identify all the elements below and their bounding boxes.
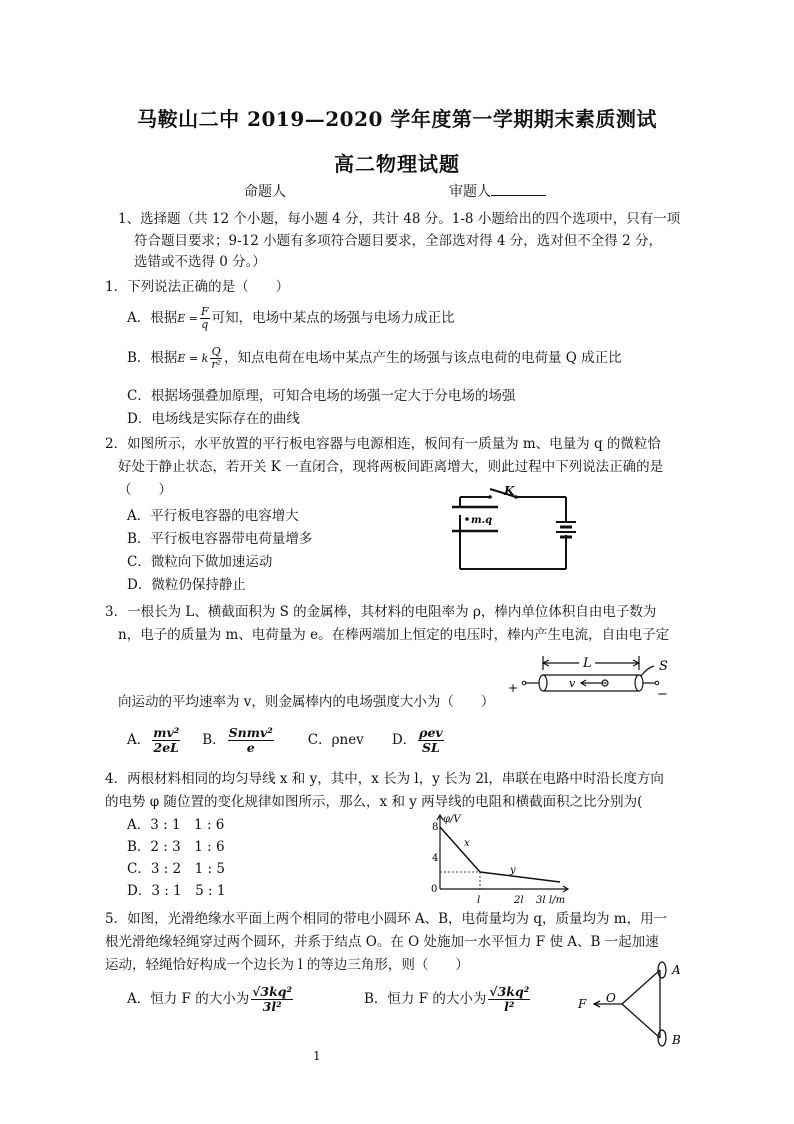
q2-switch-contact — [514, 495, 518, 499]
reviewer-blank — [491, 183, 546, 196]
q2-particle-dot — [465, 517, 469, 521]
q1-b-den: r² — [211, 358, 221, 371]
q4-y-tick-8: 8 — [432, 822, 439, 833]
q4-y-tick-4: 4 — [432, 853, 439, 864]
q5-ring-a-label: A — [672, 963, 681, 977]
q3-option-c: C．ρnev — [307, 732, 364, 748]
q3-terminal-right — [655, 681, 659, 685]
section-instructions-line3: 选错或不选得 0 分。） — [134, 254, 266, 270]
q1-a-prefix: A．根据 — [127, 310, 178, 326]
q4-curve-x-label: x — [464, 838, 470, 849]
reviewer-label: 审题人 — [449, 184, 491, 200]
q4-curve-y-label: y — [510, 865, 516, 876]
q3-option-a-fraction — [152, 726, 180, 755]
q2-capacitor-circuit — [452, 485, 592, 575]
q3-option-a-label: A． — [127, 732, 151, 748]
q1-a-num: F — [201, 305, 209, 318]
q5-triangle-figure — [574, 960, 690, 1050]
q4-x-axis-label: l/m — [549, 895, 566, 906]
q3-a-den: 2eL — [153, 740, 179, 755]
q4-option-b: B．2 : 3 1 : 6 — [127, 839, 225, 855]
q1-option-b — [127, 343, 622, 374]
q1-option-a — [127, 303, 455, 334]
q4-line-x — [440, 827, 480, 872]
q5-option-b — [364, 980, 532, 1018]
q5-stem-line1: 5．如图，光滑绝缘水平面上两个相同的带电小圆环 A、B，电荷量均为 q，质量均为 m，用一 — [105, 911, 668, 927]
q2-switch-label: K — [504, 485, 515, 498]
q5-a-prefix: A．恒力 F 的大小为 — [127, 991, 250, 1007]
setter-label: 命题人 — [244, 184, 286, 200]
q4-potential-graph — [426, 810, 586, 906]
section-instructions-line2: 符合题目要求；9-12 小题有多项符合题目要求，全部选对得 4 分，选对但不全得 2 分， — [134, 233, 662, 249]
q4-y-tick-0: 0 — [431, 884, 438, 895]
q5-a-fraction — [251, 985, 293, 1014]
q3-velocity-label: v — [569, 677, 576, 690]
q1-b-prefix: B．根据 — [127, 350, 178, 366]
q2-stem-line1: 2．如图所示，水平放置的平行板电容器与电源相连，板间有一质量为 m、电量为 q 的微粒恰 — [105, 436, 661, 452]
q2-particle-label: m.q — [471, 515, 493, 526]
q3-option-b-label: B． — [202, 732, 226, 748]
q2-option-d: D．微粒仍保持静止 — [127, 577, 246, 593]
exam-title: 马鞍山二中 2019—2020 学年度第一学期期末素质测试 — [137, 107, 657, 131]
q3-stem-line1: 3．一根长为 L、横截面积为 S 的金属棒，其材料的电阻率为 ρ，棒内单位体积自由电子数为 — [105, 604, 657, 620]
q1-b-fraction — [210, 346, 222, 371]
reviewer-field — [449, 181, 546, 201]
q1-option-c: C．根据场强叠加原理，可知合电场的场强一定大于分电场的场强 — [127, 388, 516, 404]
q3-option-d-label: D． — [391, 732, 417, 748]
q1-b-formula-lhs: E = k — [177, 352, 209, 365]
q3-a-num: mv² — [153, 725, 180, 740]
q3-minus-terminal-label: − — [657, 687, 668, 702]
q4-x-tick-l: l — [477, 895, 481, 906]
q1-stem: 1．下列说法正确的是（ ） — [105, 279, 290, 295]
q5-a-num: √3kq² — [252, 984, 292, 999]
q1-a-formula-lhs: E = — [177, 312, 198, 325]
q4-option-d: D．3 : 1 5 : 1 — [127, 883, 226, 899]
q4-stem-line2: 的电势 φ 随位置的变化规律如图所示，那么，x 和 y 两导线的电阻和横截面积之比分别为( — [105, 794, 643, 810]
q3-b-den: e — [246, 740, 255, 755]
q4-option-c: C．3 : 2 1 : 5 — [127, 861, 225, 877]
q5-force-f-label: F — [578, 997, 587, 1011]
q3-length-label: L — [583, 656, 592, 671]
q1-option-d: D．电场线是实际存在的曲线 — [127, 411, 300, 427]
q5-b-num: √3kq² — [489, 984, 530, 999]
q5-a-den: 3l² — [262, 999, 282, 1014]
q3-d-den: SL — [421, 740, 440, 755]
q4-line-y — [480, 872, 560, 882]
q4-option-a: A．3 : 1 1 : 6 — [127, 817, 225, 833]
q4-y-axis-label: φ/V — [443, 814, 461, 825]
page-number: 1 — [313, 1049, 321, 1063]
q3-metal-rod-figure — [505, 652, 685, 702]
q5-stem-line3: 运动，轻绳恰好构成一个边长为 l 的等边三角形，则（ ） — [105, 957, 469, 973]
q2-option-a: A．平行板电容器的电容增大 — [127, 508, 299, 524]
q1-b-suffix: ，知点电荷在电场中某点产生的场强与该点电荷的电荷量 Q 成正比 — [224, 350, 622, 366]
q3-option-b-fraction — [228, 726, 274, 755]
q4-x-tick-2l: 2l — [514, 895, 524, 906]
q1-a-suffix: 可知，电场中某点的场强与电场力成正比 — [211, 310, 455, 326]
q5-b-prefix: B．恒力 F 的大小为 — [364, 991, 487, 1007]
q3-area-label: S — [659, 659, 668, 674]
q5-ring-b-label: B — [672, 1033, 681, 1047]
q4-stem-line1: 4．两根材料相同的均匀导线 x 和 y，其中，x 长为 l，y 长为 2l，串联在电路中时沿长度方向 — [105, 771, 664, 787]
q4-x-tick-3l: 3l — [536, 895, 546, 906]
q3-stem-line3: 向运动的平均速率为 v，则金属棒内的电场强度大小为（ ） — [118, 694, 495, 710]
q1-b-num: Q — [211, 345, 221, 358]
section-instructions-line1: 1、选择题（共 12 个小题，每小题 4 分，共计 48 分。1-8 小题给出的四个选项中，只有一项 — [118, 211, 681, 227]
q1-a-fraction — [200, 306, 210, 331]
q2-option-b: B．平行板电容器带电荷量增多 — [127, 531, 313, 547]
q3-stem-line2: n，电子的质量为 m、电荷量为 e。在棒两端加上恒定的电压时，棒内产生电流，自由电子定 — [118, 627, 670, 643]
q3-options — [127, 720, 446, 760]
q3-option-d-fraction — [418, 726, 444, 755]
q2-stem-line3: （ ） — [118, 482, 172, 498]
q1-a-den: q — [201, 318, 209, 331]
q5-node-o-label: O — [606, 991, 616, 1005]
exam-subtitle: 高二物理试题 — [334, 152, 460, 176]
q5-option-a — [127, 980, 295, 1018]
q2-option-c: C．微粒向下做加速运动 — [127, 554, 273, 570]
q3-b-num: Snmv² — [228, 725, 273, 740]
q5-b-den: l² — [504, 999, 515, 1014]
q5-b-fraction — [488, 985, 530, 1014]
q2-stem-line2: 好处于静止状态，若开关 K 一直闭合，现将两板间距离增大，则此过程中下列说法正确的是 — [118, 459, 664, 475]
q5-stem-line2: 根光滑绝缘轻绳穿过两个圆环，并系于结点 O。在 O 处施加一水平恒力 F 使 A、B 一起加速 — [105, 934, 659, 950]
q3-d-num: ρev — [419, 725, 443, 740]
q3-plus-terminal-label: + — [508, 681, 519, 695]
q2-switch-pivot — [488, 495, 492, 499]
